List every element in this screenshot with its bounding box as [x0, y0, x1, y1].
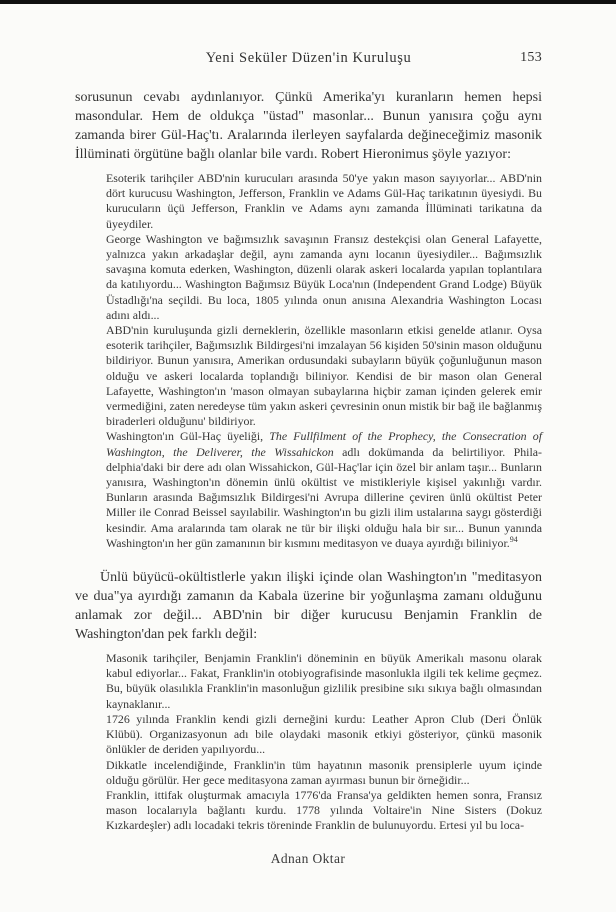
- quote-paragraph: [106, 232, 542, 323]
- text-segment: Esoterik tarihçiler ABD'nin kurucuları arasında 50'ye yakın mason sayıyorlar... ABD'nin dört kurucusu Washington, Jefferson, Franklin ve Adams Gül-Haç tarikatının üyesiydi. Bu kurucuların üçü Jefferson, Franklin ve Adams aynı zamanda İllüminati tarikatına da üyeydiler.: [106, 171, 542, 231]
- quote-paragraph: [106, 171, 542, 232]
- text-segment: Washington'ın Gül-Haç üyeliği,: [106, 429, 270, 444]
- footnote-reference: 94: [509, 534, 518, 544]
- text-segment: Masonik tarihçiler, Benjamin Franklin'i döneminin en büyük Amerikalı masonu olarak kabul ediyorlar... Fakat, Franklin'in otobiyografisinde masonlukla ilgili tek kelime geçmez. Bu, büyük olasılıkla Franklin'in masonluğun gizlilik presibine sıkı sıkıya bağlı olmasından kaynaklanır...: [106, 651, 542, 711]
- page-number: 153: [520, 50, 542, 65]
- quote-paragraph: [106, 788, 542, 834]
- text-segment: George Washington ve bağımsızlık savaşının Fransız destekçisi olan General Lafayette, yalnızca yakın arkadaşlar değil, aynı zamanda aynı locanın üyesiydiler... Bağımsızlık savaşına komuta ederken, Washington, düzenli olarak askeri localarda yapılan toplantılara da katılıyordu... Washington Bağımsız Büyük Loca'nın (Independent Grand Lodge) Büyük Üstadlığı'na seçildi. Bu loca, 1805 yılında onun anısına Alexandria Washington Locası adını aldı...: [106, 231, 542, 322]
- running-header: [75, 50, 542, 70]
- author-name: Adnan Oktar: [270, 851, 346, 866]
- text-segment: Ünlü büyücü-okültistlerle yakın ilişki içinde olan Washington'ın "meditasyon ve dua"ya ayırdığı zamanın da Kabala üzerine bir yoğunlaşma zamanı olduğunu anlamak zor değil... ABD'nin bir diğer kurucusu Benjamin Franklin de Washington'dan pek farklı değil:: [75, 570, 542, 643]
- text-segment: ABD'nin kuruluşunda gizli derneklerin, özellikle masonların etkisi genelde atlanır. Oysa esoterik tarihçiler, Bağımsızlık Bildirgesi'ni imzalayan 56 kişiden 50'sinin mason olduğunu bildiriyor. Bunun yanısıra, Amerikan ordusundaki subayların büyük çoğunluğunun mason olduğu ve askeri localarda toplandığı biliniyor. Kendisi de bir mason olan General Lafayette, Washington'ın 'mason olmayan subaylarına hiçbir zaman içinden gelerek emir vermediğini, zaten neredeyse tüm yakın askeri çevresinin onun mistik bir bağ ile bağlanmış biraderleri olduğunu' bildiriyor.: [106, 323, 542, 429]
- quote-paragraph: [106, 651, 542, 712]
- text-segment: adlı dokümanda da belirtiliyor. Phila- delphia'daki bir dere adı olan Wissahickon, Gül-Haç'lar için özel bir anlam taşır... Bunların yanısıra, Washington'ın dönemin ünlü okültist ve mistikleriyle kişisel yakınlığı vardır. Bunların arasında Bağımsızlık Bildirgesi'ni Avrupa dillerine çeviren ünlü okültist Peter Miller ile Conrad Beissel sayılabilir. Washington'ın bu gizli ilim ustalarına saygı gösterdiği kesindir. Ama aralarında tam olarak ne tür bir ilişki olduğu hala bir sır... Bunun yanında Washington'ın her gün zamanının bir kısmını meditasyon ve duaya ayırdığı biliniyor.: [106, 444, 543, 550]
- quote-block-hieronimus: [106, 171, 542, 551]
- text-segment: sorusunun cevabı aydınlanıyor. Çünkü Amerika'yı kuranların hemen hepsi masondular. Hem de oldukça "üstad" masonlar... Bunun yanısıra çoğu aynı zamanda birer Gül-Haç'tı. Aralarında ilerleyen sayfalarda değineceğimiz masonik İllüminati örgütüne bağlı olanlar bile vardı. Robert Hieronimus şöyle yazıyor:: [75, 90, 542, 162]
- quote-paragraph: [106, 323, 542, 429]
- page-footer: [0, 851, 616, 867]
- scan-edge-artifact: [0, 0, 616, 4]
- middle-paragraph: [75, 568, 542, 644]
- text-segment: Franklin, ittifak oluşturmak amacıyla 1776'da Fransa'ya geldikten hemen sonra, Fransız mason localarıyla bağlantı kurdu. 1778 yılında Voltaire'in Nine Sisters (Dokuz Kızkardeşler) adlı locadaki tekris töreninde Franklin de bulunuyordu. Ertesi yıl bu loca-: [106, 787, 542, 833]
- chapter-title: Yeni Seküler Düzen'in Kuruluşu: [205, 50, 412, 66]
- text-segment: 1726 yılında Franklin kendi gizli derneğini kurdu: Leather Apron Club (Deri Önlük Klübü). Organizasyonun adı bile olaydaki masonik etkiyi gösteriyor, çünkü masonik önlükler de deriden yapılıyordu...: [106, 711, 542, 757]
- intro-paragraph: [75, 88, 542, 164]
- text-segment: The Fullfilment of the Prophecy, the Consecration of Washington, the Deliverer, the Wissahickon: [106, 429, 542, 459]
- quote-paragraph: [106, 429, 542, 551]
- quote-paragraph: [106, 758, 542, 788]
- text-column: [75, 88, 542, 834]
- text-segment: Dikkatle incelendiğinde, Franklin'in tüm hayatının masonik prensiplerle uyum içinde olduğu görülür. Her gece meditasyona zaman ayırması bunun bir örneğidir...: [106, 757, 542, 787]
- quote-paragraph: [106, 712, 542, 758]
- quote-block-franklin: [106, 651, 542, 833]
